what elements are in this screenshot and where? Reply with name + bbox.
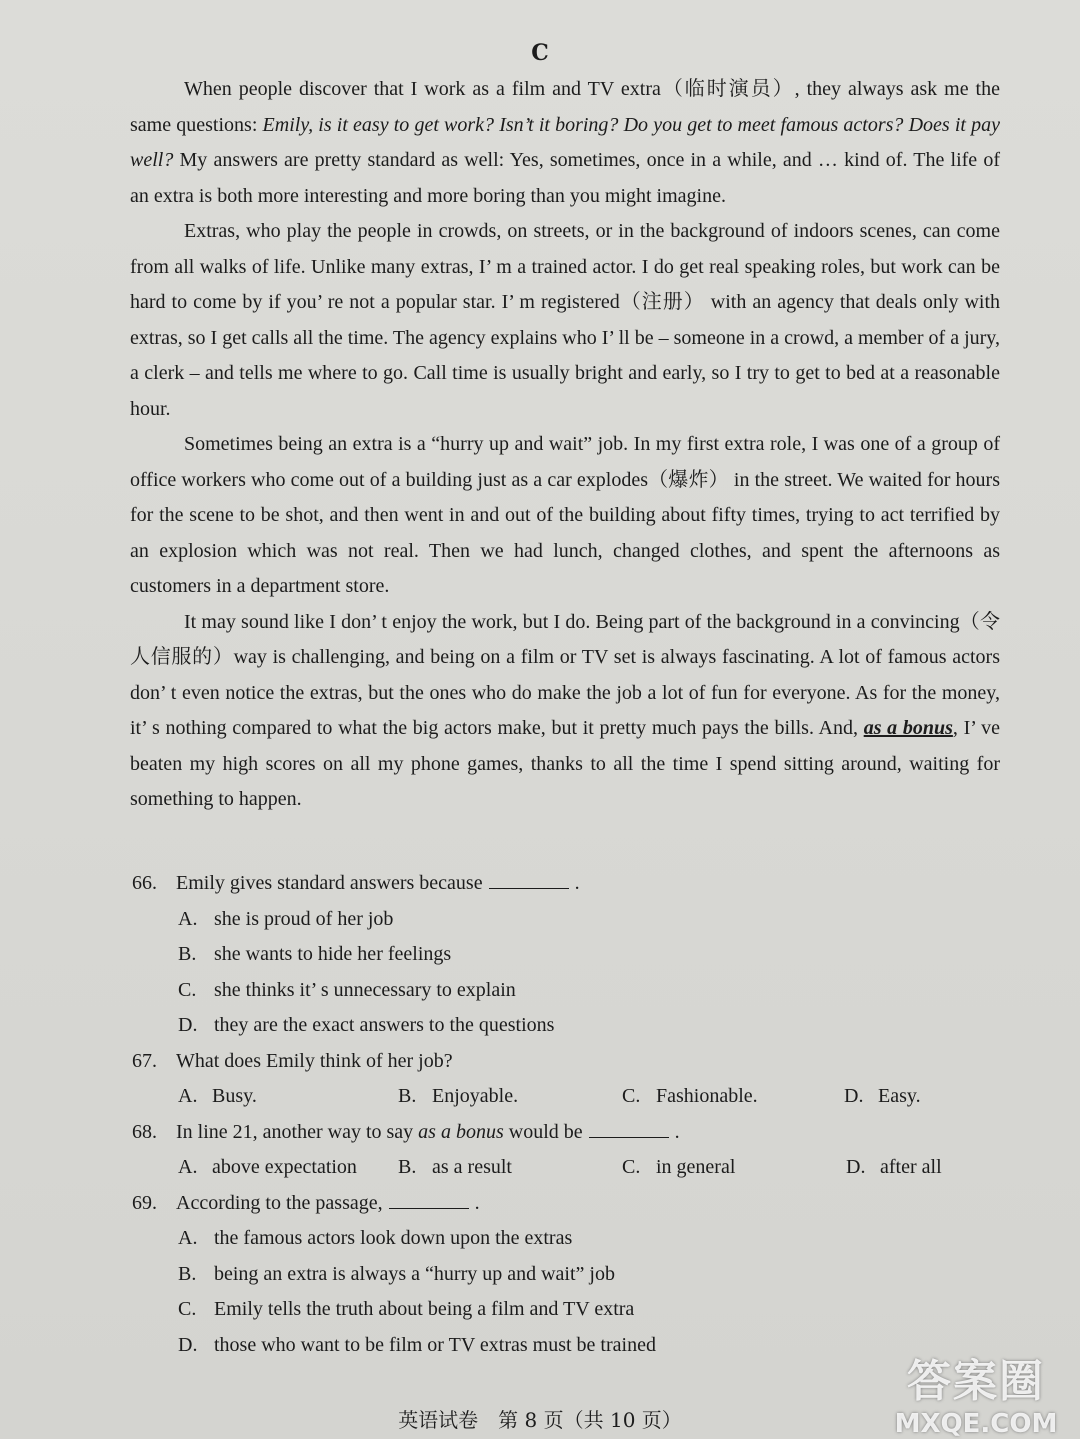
option-a[interactable] (178, 1079, 257, 1115)
option-text: above expectation (212, 1156, 357, 1178)
option-c[interactable] (622, 1150, 735, 1186)
option-letter: D. (846, 1156, 866, 1178)
option-a[interactable] (132, 902, 1002, 938)
question-69 (132, 1186, 1002, 1222)
option-text: she is proud of her job (214, 907, 394, 930)
question-tail: . (574, 872, 580, 894)
option-text: in general (656, 1156, 736, 1178)
question-66 (132, 866, 1002, 902)
option-text: Enjoyable. (432, 1085, 519, 1107)
question-tail: . (674, 1120, 680, 1143)
passage-paragraph-2 (130, 214, 1000, 427)
option-text: Busy. (212, 1085, 257, 1107)
option-c[interactable] (132, 1292, 1002, 1328)
option-b[interactable] (398, 1150, 512, 1186)
option-d[interactable] (844, 1079, 921, 1115)
question-67 (132, 1044, 1002, 1080)
question-tail: . (474, 1191, 480, 1214)
option-c[interactable] (132, 973, 1002, 1009)
question-list (132, 866, 1002, 1363)
reading-passage (130, 72, 1000, 818)
passage-paragraph-3 (130, 427, 1000, 605)
question-number: 66. (132, 872, 157, 894)
option-d[interactable] (846, 1150, 942, 1186)
question-68 (132, 1115, 1002, 1151)
option-letter: B. (178, 943, 197, 965)
option-letter: D. (178, 1333, 198, 1356)
page-footer: 英语试卷 第 8 页（共 10 页） (398, 1408, 682, 1432)
paragraph-text: Emily, is it easy to get work? Isn’t it boring? Do you get to meet famous actors? Does it pay well? (130, 113, 1000, 171)
option-a[interactable] (178, 1150, 357, 1186)
option-letter: C. (622, 1085, 641, 1107)
passage-paragraph-1 (130, 72, 1000, 214)
question-stem: According to the passage, (176, 1191, 383, 1214)
option-letter: B. (178, 1262, 197, 1285)
paragraph-text: When people discover that I work as a film and TV extra（临时演员）, they always ask me the same questions: (130, 78, 1000, 136)
paragraph-text: , I’ ve beaten my high scores on all my phone games, thanks to all the time I spend sitting around, waiting for something to happen. (130, 717, 1000, 810)
option-text: the famous actors look down upon the extras (214, 1227, 573, 1249)
option-letter: A. (178, 1085, 198, 1107)
option-b[interactable] (132, 937, 1002, 973)
option-letter: A. (178, 1227, 198, 1249)
option-letter: A. (178, 907, 198, 930)
option-letter: D. (178, 1014, 198, 1036)
question-number: 67. (132, 1049, 157, 1072)
option-d[interactable] (132, 1328, 1002, 1364)
option-text: Emily tells the truth about being a film and TV extra (214, 1298, 635, 1320)
option-text: after all (880, 1156, 942, 1178)
question-number: 68. (132, 1120, 157, 1143)
option-text: being an extra is always a “hurry up and wait” job (214, 1262, 615, 1285)
option-text: those who want to be film or TV extras must be trained (214, 1333, 656, 1356)
option-letter: C. (622, 1156, 641, 1178)
answer-blank[interactable] (389, 1190, 469, 1209)
option-text: they are the exact answers to the questions (214, 1014, 555, 1036)
watermark-url: MXQE.COM (894, 1409, 1058, 1439)
option-a[interactable] (132, 1221, 1002, 1257)
paragraph-text: Sometimes being an extra is a “hurry up and wait” job. In my first extra role, I was one of a group of office workers who come out of a building just as a car explodes（爆炸） in the street. We waited for hours for the scene to be shot, and then went in and out of the building about fifty times, trying to act terrified by an explosion which was not real. Then we had lunch, changed clothes, and spent the afternoons as customers in a department store. (130, 433, 1000, 597)
question-stem: Emily gives standard answers because (176, 872, 483, 894)
option-text: she wants to hide her feelings (214, 943, 452, 965)
passage-paragraph-4 (130, 605, 1000, 818)
option-letter: C. (178, 1298, 197, 1320)
option-text: Fashionable. (656, 1085, 758, 1107)
answer-blank[interactable] (589, 1119, 669, 1138)
option-row (132, 1150, 1002, 1186)
section-heading: C (531, 40, 549, 66)
option-text: she thinks it’ s unnecessary to explain (214, 978, 516, 1001)
paragraph-text: Extras, who play the people in crowds, on streets, or in the background of indoors scenes, can come from all walks of life. Unlike many extras, I’ m a trained actor. I do get real speaking roles, but work can be hard to come by if you’ re not a popular star. I’ m registered（注册） with an agency that deals only with extras, so I get calls all the time. The agency explains who I’ ll be – someone in a crowd, a member of a jury, a clerk – and tells me where to go. Call time is usually bright and early, so I try to get to bed at a reasonable hour. (130, 220, 1000, 420)
question-stem-after: would be (508, 1120, 583, 1143)
question-stem-italic: as a bonus (418, 1120, 504, 1143)
option-c[interactable] (622, 1079, 758, 1115)
paragraph-text: It may sound like I don’ t enjoy the work, but I do. Being part of the background in a convincing（令人信服的）way is challenging, and being on a film or TV set is always fascinating. A lot of famous actors don’ t even notice the extras, but the ones who do make the job a lot of fun for everyone. As for the money, it’ s nothing compared to what the big actors make, but it pretty much pays the bills. And, (130, 610, 1000, 739)
option-text: Easy. (878, 1085, 921, 1107)
question-number: 69. (132, 1191, 157, 1214)
option-row (132, 1079, 1002, 1115)
option-d[interactable] (132, 1008, 1002, 1044)
underlined-phrase: as a bonus (863, 717, 953, 739)
answer-blank[interactable] (489, 870, 569, 889)
option-letter: D. (844, 1085, 864, 1107)
option-letter: C. (178, 978, 197, 1001)
option-b[interactable] (398, 1079, 518, 1115)
watermark (886, 1345, 1066, 1439)
option-letter: A. (178, 1156, 198, 1178)
option-text: as a result (432, 1156, 512, 1178)
watermark-logo: 答案圈 (907, 1356, 1045, 1407)
option-letter: B. (398, 1156, 417, 1178)
question-stem: What does Emily think of her job? (176, 1049, 453, 1072)
option-b[interactable] (132, 1257, 1002, 1293)
question-stem: In line 21, another way to say (176, 1120, 414, 1143)
paragraph-text: My answers are pretty standard as well: Yes, sometimes, once in a while, and … kind of. The life of an extra is both more interesting and more boring than you might imagine. (130, 149, 1000, 207)
option-letter: B. (398, 1085, 417, 1107)
